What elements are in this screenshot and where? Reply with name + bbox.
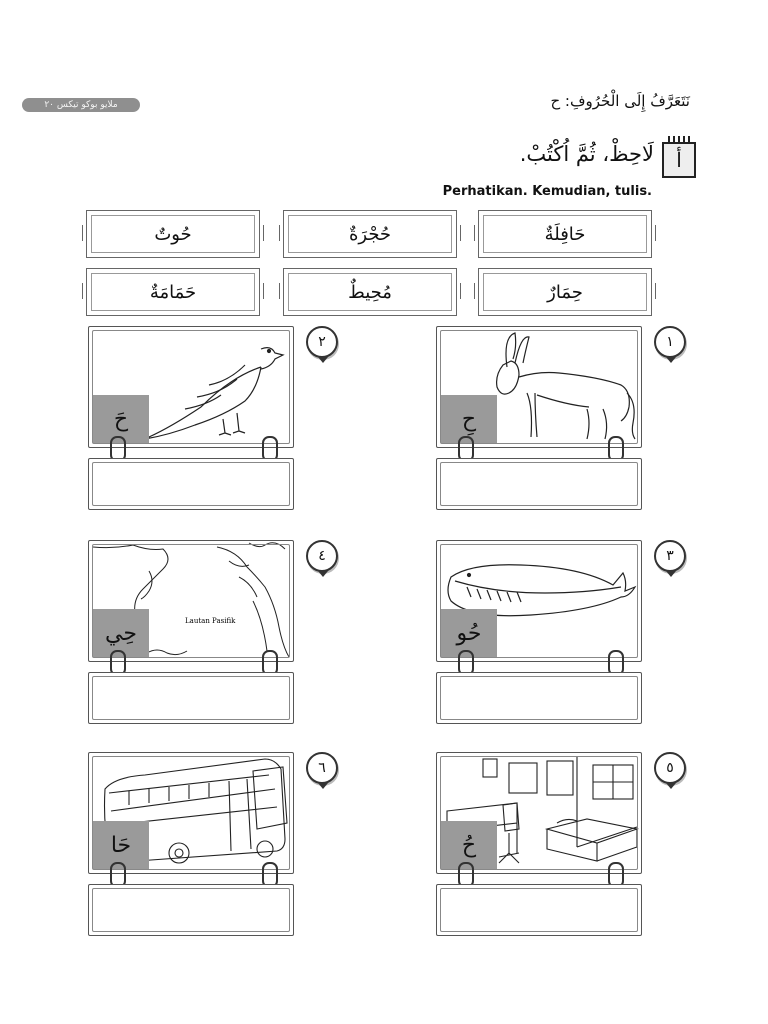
word-label: حُوتٌ [154, 223, 192, 245]
exercise-badge: أ [662, 142, 696, 178]
picture-card-3 [436, 540, 642, 662]
lesson-title: نَتَعَرَّفُ إِلَى الْحُرُوفِ: ح [550, 92, 690, 110]
answer-box-4[interactable] [88, 672, 294, 724]
word-box [478, 268, 652, 316]
word-box [86, 210, 260, 258]
picture-card-1 [436, 326, 642, 448]
letter-tile: حَ [93, 395, 149, 443]
picture-card-6 [88, 752, 294, 874]
answer-box-6[interactable] [88, 884, 294, 936]
letter-tile: حَا [93, 821, 149, 869]
word-box [478, 210, 652, 258]
number-badge: ٣ [654, 540, 686, 572]
word-box [283, 268, 457, 316]
answer-box-2[interactable] [88, 458, 294, 510]
map-label: Lautan Pasifik [185, 617, 236, 625]
letter-tile: حُ [441, 821, 497, 869]
letter-tile: حِ [441, 395, 497, 443]
word-box [283, 210, 457, 258]
number-badge: ١ [654, 326, 686, 358]
number-badge: ٦ [306, 752, 338, 784]
word-label: حِمَارٌ [547, 281, 583, 303]
answer-box-3[interactable] [436, 672, 642, 724]
book-tag: ملايو بوكو تيكس ٢٠ [22, 98, 140, 112]
letter-tile: حِي [93, 609, 149, 657]
word-label: حَافِلَةٌ [544, 223, 586, 245]
word-box [86, 268, 260, 316]
word-label: حُجْرَةٌ [348, 223, 392, 245]
number-badge: ٤ [306, 540, 338, 572]
answer-box-1[interactable] [436, 458, 642, 510]
number-badge: ٢ [306, 326, 338, 358]
letter-tile: حُو [441, 609, 497, 657]
answer-box-5[interactable] [436, 884, 642, 936]
picture-card-4 [88, 540, 294, 662]
word-label: حَمَامَةٌ [149, 281, 197, 303]
picture-card-2 [88, 326, 294, 448]
instruction-arabic: لَاحِظْ، ثُمَّ اُكْتُبْ. [519, 142, 654, 166]
picture-card-5 [436, 752, 642, 874]
number-badge: ٥ [654, 752, 686, 784]
word-label: مُحِيطٌ [348, 281, 392, 303]
instruction-malay: Perhatikan. Kemudian, tulis. [442, 184, 652, 199]
